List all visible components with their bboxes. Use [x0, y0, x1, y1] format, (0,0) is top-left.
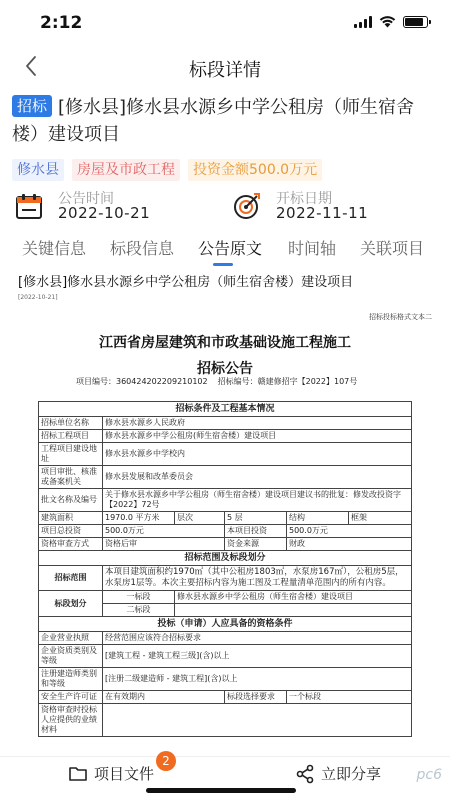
table-row: [39, 704, 412, 737]
doc-date: [2022-10-21]: [18, 294, 58, 301]
cell-label: 项目总投资: [39, 525, 103, 538]
cell-value: 500.0万元: [287, 525, 412, 538]
cell-value: 1970.0 平方米: [103, 512, 175, 525]
tab-bar: [0, 236, 450, 266]
table-row: [39, 591, 412, 604]
cell-value: 修水县水源乡中学公租房（师生宿舍楼）建设项目: [175, 591, 412, 604]
cell-value: 本项目建筑面积约1970㎡（其中公租房1803㎡，水泵房167㎡），公租房5层，水泵房1层等。本次主要招标内容为施工图及工程量清单范围内的所有内容。: [103, 566, 412, 591]
cell-value: [注册二级建造师 - 建筑工程](含)以上: [103, 668, 412, 691]
cell-label: 招标工程项目: [39, 430, 103, 443]
status-bar: [0, 0, 450, 44]
cell-label: 批文名称及编号: [39, 489, 103, 512]
cell-value: [103, 704, 412, 737]
nav-bar: [0, 44, 450, 90]
cell-value: 财政: [287, 538, 412, 551]
table-row: [39, 417, 412, 430]
table-row: [39, 525, 412, 538]
bottom-action-bar: [0, 756, 450, 800]
cell-value: 在有效期内: [103, 691, 225, 704]
project-number: 项目编号：360424202209210102: [76, 377, 208, 386]
table-row: [39, 668, 412, 691]
doc-title: 江西省房屋建筑和市政基础设施工程施工: [99, 335, 351, 351]
cell-value: [175, 604, 412, 617]
tab-lot-info[interactable]: 标段信息: [110, 239, 175, 258]
announce-date: 2022-10-21: [58, 204, 151, 222]
table-row: [39, 443, 412, 466]
cell-label: 资格审查时投标人应提供的业绩材料: [39, 704, 103, 737]
cell-value: 修水县水源乡中学校内: [103, 443, 412, 466]
table-row: [39, 430, 412, 443]
notice-table: [38, 401, 412, 737]
cell-label: 企业营业执照: [39, 632, 103, 645]
calendar-icon: [14, 191, 44, 221]
cell-label: 二标段: [103, 604, 175, 617]
cell-label: 项目审批、核准或备案机关: [39, 466, 103, 489]
table-row: [39, 512, 412, 525]
table-row: [39, 566, 412, 591]
tag-type: 房屋及市政工程: [72, 159, 180, 181]
tab-timeline[interactable]: 时间轴: [288, 239, 337, 258]
announce-label: 公告时间: [58, 191, 114, 207]
doc-ids: [76, 376, 357, 387]
page-title: 标段详情: [189, 60, 261, 81]
cell-label: 结构: [287, 512, 349, 525]
cell-label: 安全生产许可证: [39, 691, 103, 704]
battery-icon: [403, 16, 428, 28]
cell-value: 框架: [349, 512, 412, 525]
doc-subtitle: 招标公告: [197, 361, 253, 377]
cell-label: 本项目投资: [225, 525, 287, 538]
table-row: [39, 691, 412, 704]
share-icon: [295, 764, 315, 784]
cell-value: 经营范围应该符合招标要求: [103, 632, 412, 645]
cell-value: [建筑工程 - 建筑工程三级](含)以上: [103, 645, 412, 668]
tab-key-info[interactable]: 关键信息: [22, 239, 87, 258]
cell-value: 关于修水县水源乡中学公租房（师生宿舍楼）建设项目建议书的批复：修发改投资字【2022】72号: [103, 489, 412, 512]
table-row: [39, 551, 412, 566]
tab-related-projects[interactable]: 关联项目: [360, 239, 425, 258]
cell-label: 企业资质类别及等级: [39, 645, 103, 668]
section-title: 投标（申请）人应具备的资格条件: [39, 617, 412, 632]
doc-format-note: 招标投标格式文本二: [369, 313, 432, 321]
home-indicator: [146, 788, 296, 793]
cell-label: 标段划分: [39, 591, 103, 617]
cell-label: 资金来源: [225, 538, 287, 551]
tab-original-notice[interactable]: 公告原文: [198, 239, 263, 258]
section-title: 招标条件及工程基本情况: [39, 402, 412, 417]
cell-label: 招标范围: [39, 566, 103, 591]
table-row: [39, 402, 412, 417]
cell-label: 建筑面积: [39, 512, 103, 525]
cell-label: 一标段: [103, 591, 175, 604]
cell-label: 招标单位名称: [39, 417, 103, 430]
cell-value: 500.0万元: [103, 525, 225, 538]
start-date: 2022-11-11: [276, 204, 369, 222]
project-files-button[interactable]: [68, 763, 154, 784]
files-count-badge: 2: [156, 751, 176, 771]
cell-label: 注册建造师类别和等级: [39, 668, 103, 691]
share-button[interactable]: [295, 763, 381, 784]
notice-document[interactable]: [0, 268, 450, 756]
cell-value: 修水县水源乡中学公租房(师生宿舍楼）建设项目: [103, 430, 412, 443]
cell-label: 标段选择要求: [225, 691, 287, 704]
table-row: [39, 645, 412, 668]
watermark-logo: pc6: [416, 767, 442, 783]
tender-number: 招标编号：赣建修招字【2022】107号: [217, 377, 358, 386]
cell-label: 层次: [175, 512, 225, 525]
wifi-icon: [379, 15, 396, 28]
doc-heading: [修水县]修水县水源乡中学公租房（师生宿舍楼）建设项目: [18, 275, 354, 290]
folder-icon: [68, 764, 88, 784]
table-row: [39, 632, 412, 645]
project-files-label: 项目文件: [94, 765, 155, 783]
cell-label: 工程项目建设地址: [39, 443, 103, 466]
project-title-block: [12, 94, 440, 148]
project-title: [修水县]修水县水源乡中学公租房（师生宿舍楼）建设项目: [12, 97, 415, 145]
target-icon: [232, 191, 262, 221]
cell-value: 资格后审: [103, 538, 225, 551]
table-row: [39, 538, 412, 551]
cell-value: 5 层: [225, 512, 287, 525]
status-icons: [354, 15, 428, 28]
cell-value: 一个标段: [287, 691, 412, 704]
start-label: 开标日期: [276, 191, 332, 207]
signal-icon: [354, 16, 372, 28]
cell-value: 修水县发展和改革委员会: [103, 466, 412, 489]
table-row: [39, 466, 412, 489]
tag-amount: 投资金额500.0万元: [188, 159, 322, 181]
section-title: 招标范围及标段划分: [39, 551, 412, 566]
tender-badge: 招标: [12, 95, 52, 117]
tag-region: 修水县: [12, 159, 64, 181]
cell-label: 资格审查方式: [39, 538, 103, 551]
active-tab-indicator: [213, 263, 233, 266]
share-label: 立即分享: [321, 765, 382, 783]
project-tags: [12, 159, 322, 181]
table-row: [39, 617, 412, 632]
cell-value: 修水县水源乡人民政府: [103, 417, 412, 430]
table-row: [39, 489, 412, 512]
status-time: 2:12: [40, 13, 83, 33]
